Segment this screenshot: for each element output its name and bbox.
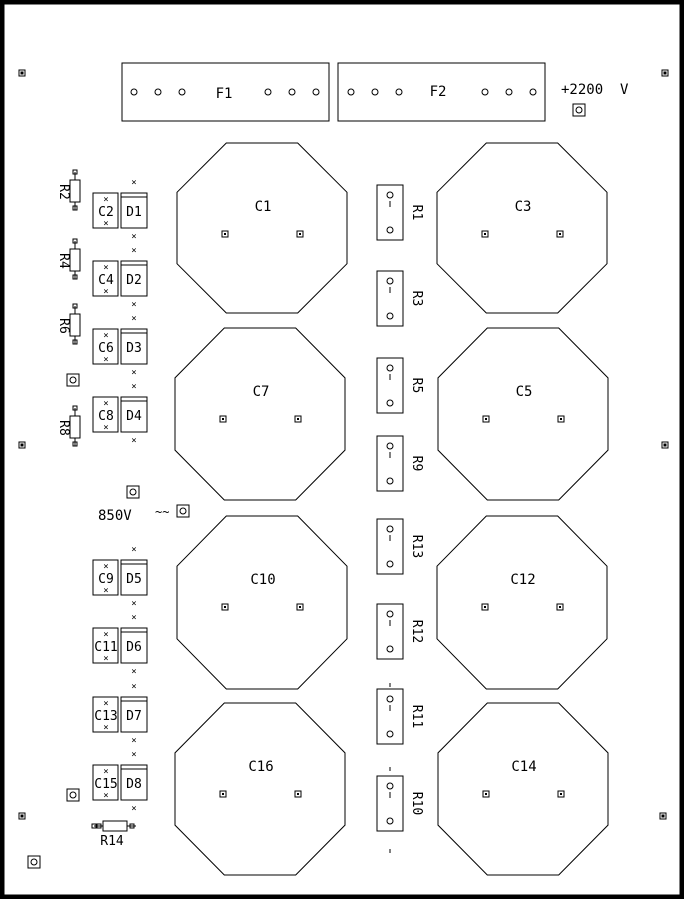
pin-mark-icon: × xyxy=(103,195,109,205)
diode-label: D4 xyxy=(126,409,142,424)
diode-label: D6 xyxy=(126,640,142,655)
capacitor-label: C9 xyxy=(98,572,114,587)
resistor-label: R8 xyxy=(56,420,71,436)
capacitor-label: C14 xyxy=(511,759,537,775)
pin-mark-icon: × xyxy=(103,399,109,409)
resistor-label: R11 xyxy=(409,704,424,729)
resistor-label: R4 xyxy=(56,253,71,269)
capacitor-label: C11 xyxy=(94,640,118,655)
pin-mark-icon: × xyxy=(103,699,109,709)
pin-mark-icon: × xyxy=(131,314,137,324)
capacitor-label: C6 xyxy=(98,341,114,356)
capacitor-label: C5 xyxy=(515,384,533,400)
pin-mark-icon: × xyxy=(131,667,137,677)
fuse-label: F1 xyxy=(215,86,233,102)
capacitor-label: C13 xyxy=(94,709,118,724)
board-outline xyxy=(4,4,680,895)
capacitor-label: C16 xyxy=(248,759,274,775)
pin-mark-icon: × xyxy=(131,436,137,446)
pin-mark-icon: × xyxy=(103,423,109,433)
pin-mark-icon: × xyxy=(131,178,137,188)
resistor-label: R14 xyxy=(100,834,124,849)
capacitor-label: C12 xyxy=(510,572,536,588)
pin-mark-icon: × xyxy=(131,246,137,256)
pin-mark-icon: × xyxy=(131,804,137,814)
pin-mark-icon: × xyxy=(103,586,109,596)
pin-mark-icon: × xyxy=(103,767,109,777)
pin-mark-icon: × xyxy=(103,723,109,733)
pin-mark-icon: × xyxy=(103,263,109,273)
pin-mark-icon: × xyxy=(103,562,109,572)
resistor-label: R3 xyxy=(409,290,424,307)
pin-mark-icon: × xyxy=(103,331,109,341)
diode-label: D7 xyxy=(126,709,142,724)
capacitor-label: C2 xyxy=(98,205,114,220)
pin-mark-icon: × xyxy=(131,545,137,555)
pin-mark-icon: × xyxy=(103,630,109,640)
diode-label: D8 xyxy=(126,777,142,792)
pin-mark-icon: × xyxy=(103,219,109,229)
pin-mark-icon: × xyxy=(131,613,137,623)
pin-mark-icon: × xyxy=(103,654,109,664)
capacitor-label: C7 xyxy=(252,384,270,400)
resistor-label: R2 xyxy=(56,184,71,200)
pin-mark-icon: × xyxy=(131,368,137,378)
pin-mark-icon: × xyxy=(131,736,137,746)
pin-mark-icon: × xyxy=(131,232,137,242)
pin-mark-icon: × xyxy=(131,682,137,692)
resistor-label: R12 xyxy=(409,619,424,644)
resistor-label: R13 xyxy=(409,534,424,559)
voltage-high-label: +2200 V xyxy=(561,82,629,98)
ac-symbol: ~~ xyxy=(155,505,170,519)
diode-label: D2 xyxy=(126,273,142,288)
pin-mark-icon: × xyxy=(131,300,137,310)
pin-mark-icon: × xyxy=(131,599,137,609)
capacitor-label: C15 xyxy=(94,777,118,792)
fuse-label: F2 xyxy=(429,84,447,100)
pin-mark-icon: × xyxy=(103,791,109,801)
diode-label: D5 xyxy=(126,572,142,587)
capacitor-label: C10 xyxy=(250,572,276,588)
pin-mark-icon: × xyxy=(131,750,137,760)
voltage-low-label: 850V xyxy=(98,508,132,524)
resistor-label: R1 xyxy=(409,204,424,221)
capacitor-label: C3 xyxy=(514,199,532,215)
pin-mark-icon: × xyxy=(103,287,109,297)
resistor-label: R6 xyxy=(56,318,71,334)
capacitor-label: C8 xyxy=(98,409,114,424)
pin-mark-icon: × xyxy=(131,382,137,392)
resistor-label: R5 xyxy=(409,377,424,394)
diode-label: D1 xyxy=(126,205,142,220)
resistor-label: R9 xyxy=(409,455,424,472)
capacitor-label: C4 xyxy=(98,273,114,288)
diode-label: D3 xyxy=(126,341,142,356)
capacitor-label: C1 xyxy=(254,199,272,215)
resistor-label: R10 xyxy=(409,791,424,816)
pin-mark-icon: × xyxy=(103,355,109,365)
